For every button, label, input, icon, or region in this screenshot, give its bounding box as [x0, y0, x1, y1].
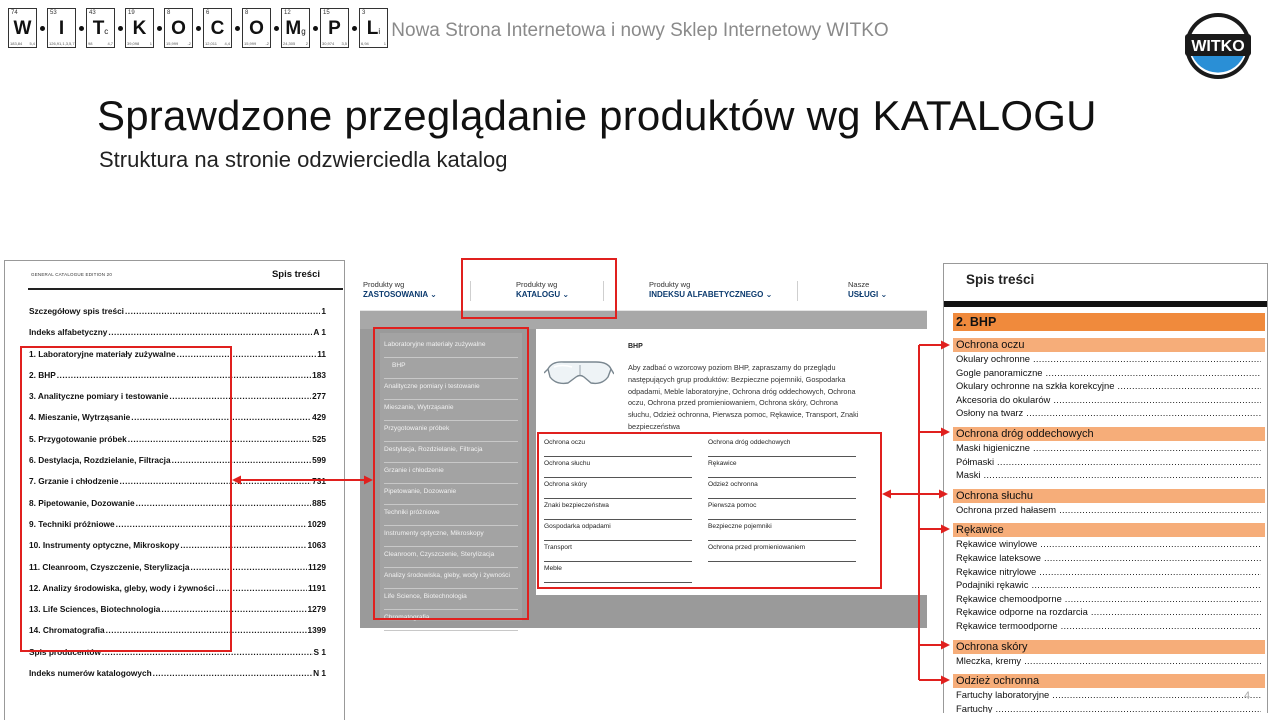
catalogue-entry: [29, 476, 326, 497]
logo-dot: [349, 8, 359, 48]
subcategory-link[interactable]: Ochrona przed promieniowaniem: [708, 541, 856, 562]
catalogue-entry: [29, 562, 326, 583]
dot-leader: [1033, 353, 1261, 367]
panel-description: Aby zadbać o wzorcowy poziom BHP, zapraszamy do przeglądu następujących grup produktów: Bezpieczne pojemniki, Gospodarka odpadami, Meble laboratoryjne, Ochrona dróg oddechowych, Ochrona oczu, Ochrona przed promieniowaniem, Ochrona skóry, Ochrona słuchu, Odzież ochronna, Pierwsza pomoc, Rękawice, Transport, Znaki bezpieczeństwa: [628, 363, 859, 431]
dot-leader: [1046, 367, 1261, 381]
logo-tile-symbol: [126, 18, 153, 40]
side-menu-item[interactable]: Analizy środowiska, gleby, wody i żywności: [384, 568, 518, 589]
bhp-toc-item: Ochrona przed hałasem: [956, 503, 1057, 515]
bhp-toc-item: Rękawice chemoodporne: [956, 592, 1062, 604]
logo-tile-symbol: [204, 18, 231, 40]
subcategory-link[interactable]: Rękawice: [708, 457, 856, 478]
logo-tile-mass-b: -2: [265, 41, 269, 46]
dot-leader: [131, 412, 311, 422]
dot-leader: [1040, 538, 1261, 552]
bhp-toc-row: [956, 606, 1261, 620]
bhp-toc-row: [956, 593, 1261, 607]
dot-leader: [108, 327, 312, 337]
logo-tile-letter: O: [171, 18, 186, 39]
catalogue-entry: [29, 498, 326, 519]
side-menu-item[interactable]: Life Science, Biotechnologia: [384, 589, 518, 610]
logo-tile-number: 3: [362, 10, 366, 16]
brand-text: WITKO: [1191, 38, 1245, 55]
catalogue-entry: [29, 647, 326, 668]
logo-tile: [125, 8, 154, 48]
logo-tile-number: 53: [50, 10, 57, 16]
bhp-toc-row: [956, 353, 1261, 367]
nav-item-bold-label: KATALOGU ⌄: [516, 290, 569, 300]
catalogue-entry: [29, 349, 326, 370]
side-menu-item[interactable]: BHP: [384, 358, 518, 379]
catalogue-entry: [29, 583, 326, 604]
logo-tile-symbol: [321, 18, 348, 40]
page-subtitle: Struktura na stronie odzwierciedla katalog: [99, 147, 508, 172]
bhp-toc-row: [956, 394, 1261, 408]
catalogue-entry: [29, 370, 326, 391]
logo-tile-subletter: i: [378, 27, 381, 36]
logo-tile-mass-b: 1: [383, 41, 386, 46]
catalogue-entry-page: 277: [312, 391, 326, 402]
logo-tile-number: 15: [323, 10, 330, 16]
side-menu-item[interactable]: Analityczne pomiary i testowanie: [384, 379, 518, 400]
safety-goggles-icon: [544, 353, 614, 393]
catalogue-entry-page: 1191: [308, 582, 326, 593]
logo-tile-number: 19: [128, 10, 135, 16]
bhp-toc-heading: Spis treści: [966, 272, 1035, 287]
bhp-toc-item: Rękawice termoodporne: [956, 620, 1058, 631]
dot-leader: [983, 469, 1261, 483]
logo-tile-mass: [244, 41, 269, 46]
catalogue-entry-title: 6. Destylacja, Rozdzielanie, Filtracja: [29, 455, 171, 466]
top-title: Nowa Strona Internetowa i nowy Sklep Internetowy WITKO: [391, 20, 889, 41]
nav-item-top-label: Produkty wg: [649, 280, 691, 289]
logo-tile-mass-b: 3,5: [341, 41, 347, 46]
bhp-group-header: Ochrona słuchu: [953, 489, 1265, 503]
logo-tile-number: 6: [206, 10, 210, 16]
logo-tile-mass-b: 4,7: [107, 41, 113, 46]
bhp-toc-row: [956, 456, 1261, 470]
subcategory-link[interactable]: Znaki bezpieczeństwa: [544, 499, 692, 520]
catalogue-entry-page: S 1: [313, 646, 326, 657]
catalogue-divider: [28, 288, 343, 290]
catalogue-entry-list: [29, 306, 326, 689]
bhp-toc-item: Okulary ochronne: [956, 353, 1030, 364]
catalogue-entry-title: 5. Przygotowanie próbek: [29, 433, 127, 444]
catalogue-entry-page: 429: [312, 412, 326, 423]
nav-separator: [797, 281, 798, 301]
side-menu-item[interactable]: Chromatografia: [384, 610, 518, 631]
logo-tile-mass-b: 2: [305, 41, 308, 46]
bhp-toc-row: [956, 538, 1261, 552]
nav-separator: [470, 281, 471, 301]
side-menu-item[interactable]: Pipetowanie, Dozowanie: [384, 484, 518, 505]
subcategory-link[interactable]: Transport: [544, 541, 692, 562]
side-menu-item[interactable]: Instrumenty optyczne, Mikroskopy: [384, 526, 518, 547]
subcategory-link[interactable]: Pierwsza pomoc: [708, 499, 856, 520]
nav-item-zastosowania[interactable]: [363, 280, 437, 300]
logo-tile-mass-a: 39,098: [127, 41, 140, 46]
witko-brand-logo: [1182, 12, 1254, 80]
dot-leader: [1065, 593, 1261, 607]
side-menu-item[interactable]: Przygotowanie próbek: [384, 421, 518, 442]
catalogue-entry: [29, 327, 326, 348]
catalogue-entry-title: 14. Chromatografia: [29, 625, 105, 636]
bhp-toc-item: Maski: [956, 469, 981, 481]
bhp-toc-item: Rękawice lateksowe: [956, 552, 1041, 563]
logo-tile-letter: T: [92, 18, 105, 39]
dot-leader: [177, 349, 317, 359]
logo-tile-mass: [283, 41, 308, 46]
logo-tile-mass: [166, 41, 191, 46]
logo-tile: [242, 8, 271, 48]
logo-tile: [86, 8, 115, 48]
witko-logo: [8, 8, 388, 48]
nav-item-top-label: Produkty wg: [363, 280, 405, 289]
logo-tile: [320, 8, 349, 48]
logo-tile-letter: W: [13, 18, 32, 39]
logo-tile-letter: I: [58, 18, 65, 39]
dot-leader: [1061, 620, 1261, 634]
content-top-band: [360, 311, 927, 329]
website-screenshot: [360, 263, 927, 628]
dot-leader: [1024, 655, 1261, 669]
dot-leader: [1117, 380, 1261, 394]
nav-item-bold-label: ZASTOSOWANIA ⌄: [363, 290, 437, 300]
bhp-panel: [536, 329, 927, 595]
dot-leader: [161, 604, 306, 614]
logo-tile-mass-b: 1: [149, 41, 152, 46]
slide-number: 4: [1244, 690, 1251, 702]
bhp-toc-page: [943, 263, 1268, 713]
bhp-group-header: Ochrona oczu: [953, 338, 1265, 352]
catalogue-entry-page: 1: [321, 306, 326, 316]
catalogue-entry: [29, 412, 326, 433]
logo-dot: [193, 8, 203, 48]
logo-tile-mass-a: 98: [88, 41, 93, 46]
subcategory-link[interactable]: Meble: [544, 562, 692, 583]
logo-tile-mass: [10, 41, 35, 46]
logo-tile-mass-b: -2: [187, 41, 191, 46]
dot-leader: [153, 668, 312, 678]
bhp-group-header: Odzież ochronna: [953, 674, 1265, 688]
bhp-toc-item: Fartuchy: [956, 702, 993, 713]
logo-tile-mass-b: 1,1,3,5,7: [59, 41, 75, 46]
bhp-toc-row: [956, 703, 1261, 713]
dot-leader: [180, 540, 306, 550]
nav-item-uslugi[interactable]: [848, 280, 887, 300]
logo-tile-mass: [49, 41, 74, 46]
logo-dot: [76, 8, 86, 48]
bhp-toc-row: [956, 407, 1261, 421]
bhp-toc-item: Mleczka, kremy: [956, 654, 1022, 666]
catalogue-entry-title: 3. Analityczne pomiary i testowanie: [29, 391, 169, 402]
catalogue-entry-title: Indeks alfabetyczny: [29, 327, 108, 338]
catalogue-edition: GENERAL CATALOGUE EDITION 20: [31, 272, 113, 277]
category-side-menu: [380, 333, 522, 621]
logo-tile-symbol: [48, 18, 75, 40]
bhp-toc-row: [956, 442, 1261, 456]
dot-leader: [997, 456, 1261, 470]
dot-leader: [102, 647, 313, 657]
bhp-toc-item: Akcesoria do okularów: [956, 393, 1051, 405]
catalogue-heading: Spis treści: [271, 269, 320, 280]
logo-tile: [47, 8, 76, 48]
nav-item-bold-label: USŁUGI ⌄: [848, 290, 887, 300]
logo-tile-mass-a: 30,974: [322, 41, 335, 46]
logo-tile-letter: C: [210, 18, 225, 39]
bhp-group-header: Ochrona dróg oddechowych: [953, 427, 1265, 441]
bhp-toc-row: [956, 504, 1261, 518]
catalogue-entry: [29, 540, 326, 561]
dot-leader: [1059, 504, 1261, 518]
logo-tile-subletter: c: [104, 27, 109, 36]
bhp-toc-item: Fartuchy laboratoryjne: [956, 689, 1050, 701]
subcategory-link[interactable]: Ochrona dróg oddechowych: [708, 436, 856, 457]
bhp-toc-item: Rękawice winylowe: [956, 538, 1038, 550]
bhp-toc-item: Podajniki rękawic: [956, 579, 1029, 591]
dot-leader: [169, 391, 311, 401]
side-menu-item[interactable]: Laboratoryjne materiały zużywalne: [384, 337, 518, 358]
logo-tile-symbol: [243, 18, 270, 40]
subcategory-link[interactable]: Bezpieczne pojemniki: [708, 520, 856, 541]
logo-tile: [281, 8, 310, 48]
logo-tile-symbol: [165, 18, 192, 40]
bhp-toc-item: Gogle panoramiczne: [956, 366, 1043, 378]
logo-tile-mass-a: 126,9: [49, 41, 60, 46]
dot-leader: [1039, 566, 1261, 580]
logo-tile-mass-a: 183,84: [10, 41, 23, 46]
logo-tile-number: 12: [284, 10, 291, 16]
catalogue-entry: [29, 306, 326, 327]
catalogue-entry-page: 525: [312, 433, 326, 444]
dot-leader: [1053, 394, 1261, 408]
catalogue-entry-page: 1279: [307, 604, 326, 615]
bhp-toc-row: [956, 579, 1261, 593]
logo-dot: [115, 8, 125, 48]
logo-tile-letter: P: [328, 18, 341, 39]
bhp-toc-item: Rękawice nitrylowe: [956, 565, 1037, 577]
website-nav: [360, 263, 927, 311]
logo-tile-letter: O: [249, 18, 264, 39]
catalogue-entry-page: 1063: [307, 540, 326, 551]
bhp-toc-row: [956, 367, 1261, 381]
bhp-toc-row: [956, 380, 1261, 394]
bhp-toc-row: [956, 689, 1261, 703]
logo-tile-mass-a: 24,305: [283, 41, 296, 46]
logo-dot: [232, 8, 242, 48]
panel-heading: BHP: [628, 343, 643, 350]
catalogue-entry-page: A 1: [313, 327, 326, 338]
bhp-toc-item: Okulary ochronne na szkła korekcyjne: [956, 380, 1115, 392]
dot-leader: [190, 562, 307, 572]
logo-dot: [37, 8, 47, 48]
logo-tile-symbol: [282, 18, 309, 40]
logo-tile-mass: [127, 41, 152, 46]
nav-item-katalogu[interactable]: [516, 280, 569, 300]
logo-tile-number: 8: [245, 10, 249, 16]
catalogue-entry-page: 1399: [307, 625, 326, 636]
bhp-toc-item: Osłony na twarz: [956, 407, 1024, 419]
dot-leader: [1052, 689, 1261, 703]
side-menu-item[interactable]: Cleanroom, Czyszczenie, Sterylizacja: [384, 547, 518, 568]
catalogue-entry-page: 1029: [307, 518, 326, 529]
logo-tile-symbol: [9, 18, 36, 40]
subcategory-link[interactable]: Odzież ochronna: [708, 478, 856, 499]
subcategory-link[interactable]: Gospodarka odpadami: [544, 520, 692, 541]
logo-dot: [310, 8, 320, 48]
catalogue-entry-title: 7. Grzanie i chłodzenie: [29, 476, 119, 487]
catalogue-entry-title: 10. Instrumenty optyczne, Mikroskopy: [29, 540, 180, 551]
catalogue-entry-title: 2. BHP: [29, 369, 56, 380]
dot-leader: [1033, 442, 1261, 456]
nav-item-indeksu[interactable]: [649, 280, 772, 300]
logo-tile-mass-b: 5,4: [29, 41, 35, 46]
logo-tile-mass: [205, 41, 230, 46]
bhp-group-header: Ochrona skóry: [953, 640, 1265, 654]
catalogue-entry-page: 885: [312, 497, 326, 508]
logo-tile-mass-a: 6,94: [361, 41, 369, 46]
nav-item-top-label: Nasze: [848, 280, 870, 289]
logo-tile-mass-a: 12,011: [205, 41, 217, 46]
bhp-toc-row: [956, 566, 1261, 580]
catalogue-entry-title: Szczegółowy spis treści: [29, 306, 124, 316]
logo-tile-number: 43: [89, 10, 96, 16]
logo-tile-subletter: g: [301, 27, 306, 36]
logo-tile-mass: [322, 41, 347, 46]
catalogue-entry-title: Spis producentów: [29, 646, 101, 657]
logo-tile-mass-b: 4,4: [224, 41, 230, 46]
catalogue-entry-page: 599: [312, 455, 326, 466]
dot-leader: [128, 434, 311, 444]
bhp-toc-row: [956, 469, 1261, 483]
bhp-toc-item: Rękawice odporne na rozdarcia: [956, 606, 1088, 618]
catalogue-entry: [29, 604, 326, 625]
catalogue-entry: [29, 519, 326, 540]
catalogue-entry: [29, 625, 326, 646]
subcategory-link[interactable]: Ochrona słuchu: [544, 457, 692, 478]
bhp-toc-divider: [944, 301, 1267, 307]
catalogue-entry: [29, 455, 326, 476]
dot-leader: [125, 306, 320, 316]
logo-tile-symbol: [87, 18, 114, 40]
catalogue-entry-title: 9. Techniki próżniowe: [29, 518, 115, 529]
catalogue-entry-page: N 1: [313, 668, 326, 679]
side-menu-item[interactable]: Mieszanie, Wytrząsanie: [384, 400, 518, 421]
catalogue-toc-page: [4, 260, 345, 720]
dot-leader: [57, 370, 311, 380]
dot-leader: [136, 498, 312, 508]
catalogue-entry: [29, 391, 326, 412]
logo-tile-letter: L: [366, 18, 379, 39]
bhp-group-header: Rękawice: [953, 523, 1265, 537]
catalogue-entry-page: 1129: [308, 561, 326, 572]
side-menu-item[interactable]: Grzanie i chłodzenie: [384, 463, 518, 484]
dot-leader: [116, 519, 307, 529]
catalogue-entry-title: 11. Cleanroom, Czyszczenie, Sterylizacja: [29, 561, 190, 572]
catalogue-entry-title: 4. Mieszanie, Wytrząsanie: [29, 412, 131, 423]
catalogue-entry: [29, 668, 326, 689]
catalogue-entry-title: Indeks numerów katalogowych: [29, 668, 152, 679]
subcategory-link[interactable]: Ochrona oczu: [544, 436, 692, 457]
catalogue-entry-title: 1. Laboratoryjne materiały zużywalne: [29, 348, 176, 359]
logo-dot: [271, 8, 281, 48]
logo-tile-mass: [88, 41, 113, 46]
logo-tile-letter: K: [132, 18, 147, 39]
dot-leader: [1044, 552, 1261, 566]
bhp-toc-item: Półmaski: [956, 455, 995, 467]
catalogue-entry-page: 183: [312, 369, 326, 380]
nav-item-bold-label: INDEKSU ALFABETYCZNEGO ⌄: [649, 290, 772, 300]
subcategory-link[interactable]: Ochrona skóry: [544, 478, 692, 499]
logo-tile: [203, 8, 232, 48]
dot-leader: [119, 476, 311, 486]
bhp-toc-row: [956, 655, 1261, 669]
side-menu-item[interactable]: Techniki próżniowe: [384, 505, 518, 526]
logo-dot: [154, 8, 164, 48]
catalogue-entry: [29, 434, 326, 455]
logo-tile: [8, 8, 37, 48]
dot-leader: [106, 625, 307, 635]
logo-tile: [164, 8, 193, 48]
dot-leader: [216, 583, 307, 593]
logo-tile-letter: M: [285, 18, 302, 39]
dot-leader: [172, 455, 312, 465]
side-menu-item[interactable]: Destylacja, Rozdzielanie, Filtracja: [384, 442, 518, 463]
logo-tile-mass-a: 15,999: [244, 41, 257, 46]
logo-tile-number: 74: [11, 10, 18, 16]
logo-tile-number: 8: [167, 10, 171, 16]
bhp-toc-row: [956, 552, 1261, 566]
dot-leader: [1031, 579, 1261, 593]
dot-leader: [1026, 407, 1261, 421]
catalogue-entry-page: 11: [317, 348, 326, 359]
catalogue-entry-title: 12. Analizy środowiska, gleby, wody i żywności: [29, 582, 215, 593]
catalogue-entry-title: 8. Pipetowanie, Dozowanie: [29, 497, 135, 508]
bhp-toc-item: Maski higieniczne: [956, 442, 1030, 453]
dot-leader: [995, 703, 1261, 713]
catalogue-entry-page: 731: [312, 476, 326, 487]
logo-tile-mass-a: 15,999: [166, 41, 179, 46]
catalogue-entry-title: 13. Life Sciences, Biotechnologia: [29, 604, 161, 615]
dot-leader: [1091, 606, 1261, 620]
nav-item-top-label: Produkty wg: [516, 280, 558, 289]
bhp-section-header: 2. BHP: [953, 313, 1265, 331]
bhp-toc-row: [956, 620, 1261, 634]
page-title: Sprawdzone przeglądanie produktów wg KATALOGU: [97, 92, 1097, 139]
nav-separator: [603, 281, 604, 301]
